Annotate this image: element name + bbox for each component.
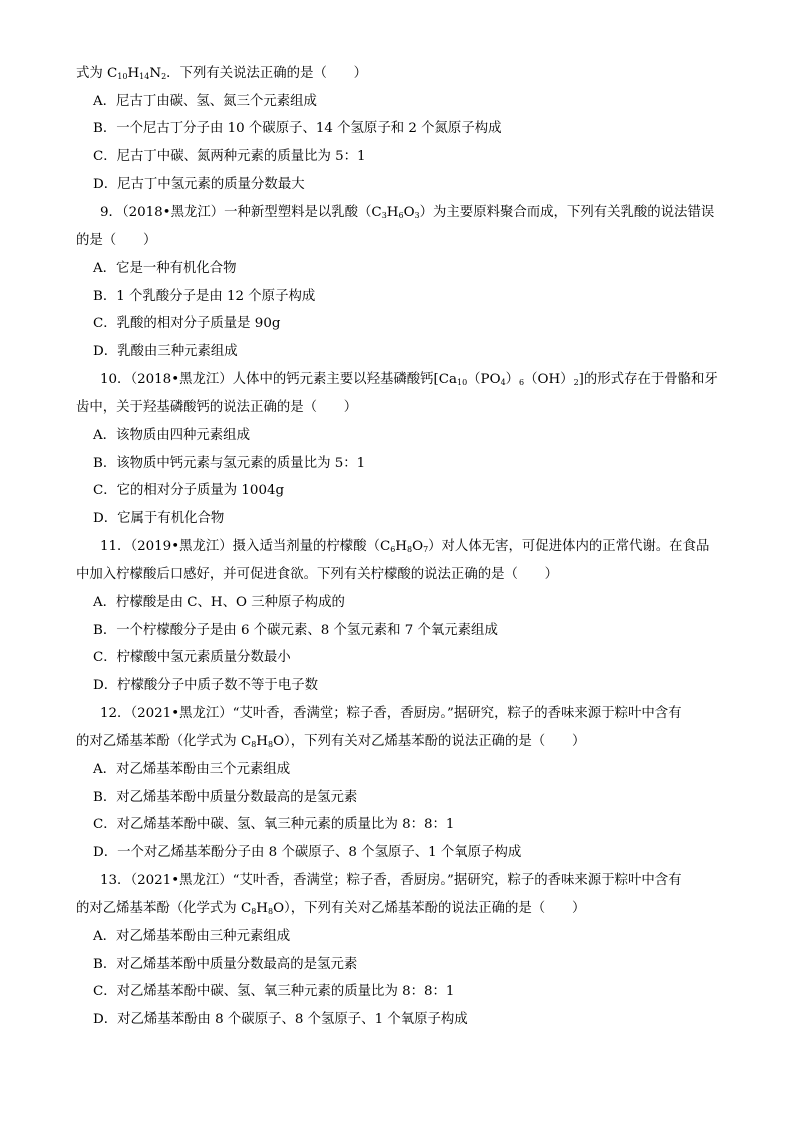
text-segment: （OH） <box>524 372 574 387</box>
text-segment: 式为 C <box>76 66 118 81</box>
question-text-line <box>100 200 714 226</box>
subscript: 8 <box>267 907 274 916</box>
text-segment: H <box>256 734 268 749</box>
question-text-line <box>76 61 367 87</box>
text-segment: 13．（2021•黑龙江）“艾叶香，香满堂；粽子香，香厨房。”据研究，粽子的香味来源于粽叶中含有 <box>100 873 682 888</box>
text-segment: 的对乙烯基苯酚（化学式为 C <box>76 901 252 916</box>
subscript: 10 <box>117 72 128 81</box>
subscript: 10 <box>456 378 468 387</box>
text-segment: C．对乙烯基苯酚中碳、氢、氧三种元素的质量比为 8：8：1 <box>93 984 455 999</box>
text-segment: ）为主要原料聚合而成，下列有关乳酸的说法错误 <box>419 205 715 220</box>
text-segment: O），下列有关对乙烯基苯酚的说法正确的是（ ） <box>273 901 586 916</box>
text-segment: B．该物质中钙元素与氢元素的质量比为 5：1 <box>93 456 366 471</box>
question-text-line <box>76 562 558 588</box>
answer-option-line <box>93 673 318 699</box>
text-segment: D．一个对乙烯基苯酚分子由 8 个碳原子、8 个氢原子、1 个氧原子构成 <box>93 845 522 860</box>
subscript: 8 <box>267 740 274 749</box>
subscript: 2 <box>161 72 167 81</box>
text-segment: 12．（2021•黑龙江）“艾叶香，香满堂；粽子香，香厨房。”据研究，粽子的香味来源于粽叶中含有 <box>100 706 682 721</box>
answer-option-line <box>93 144 366 170</box>
answer-option-line <box>93 506 224 532</box>
text-segment: C．尼古丁中碳、氮两种元素的质量比为 5：1 <box>93 149 366 164</box>
text-segment: N <box>149 66 162 81</box>
answer-option-line <box>93 89 317 115</box>
text-segment: C．乳酸的相对分子质量是 90g <box>93 316 281 331</box>
text-segment: O），下列有关对乙烯基苯酚的说法正确的是（ ） <box>273 734 586 749</box>
answer-option-line <box>93 256 237 282</box>
subscript: 6 <box>398 211 404 220</box>
question-text-line <box>76 896 585 922</box>
text-segment: A．它是一种有机化合物 <box>93 261 237 276</box>
text-segment: O <box>412 539 424 554</box>
answer-option-line <box>93 924 290 950</box>
text-segment: B．一个柠檬酸分子是由 6 个碳元素、8 个氢元素和 7 个氧元素组成 <box>93 623 498 638</box>
text-segment: C．对乙烯基苯酚中碳、氢、氧三种元素的质量比为 8：8：1 <box>93 817 455 832</box>
text-segment: B．一个尼古丁分子由 10 个碳原子、14 个氢原子和 2 个氮原子构成 <box>93 121 502 136</box>
subscript: 4 <box>500 378 506 387</box>
answer-option-line <box>93 451 365 477</box>
answer-option-line <box>93 478 284 504</box>
question-text-line <box>100 534 709 560</box>
subscript: 3 <box>414 211 420 220</box>
text-segment: 9．（2018•黑龙江）一种新型塑料是以乳酸（C <box>100 205 382 220</box>
text-segment: H <box>395 539 407 554</box>
question-text-line <box>100 367 718 393</box>
answer-option-line <box>93 116 501 142</box>
text-segment: A．柠檬酸是由 C、H、O 三种原子构成的 <box>93 595 345 610</box>
answer-option-line <box>93 423 250 449</box>
text-segment: B．1 个乳酸分子是由 12 个原子构成 <box>93 289 316 304</box>
text-segment: O <box>403 205 415 220</box>
text-segment: H <box>386 205 399 220</box>
answer-option-line <box>93 172 305 198</box>
text-segment: ．下列有关说法正确的是（ ） <box>166 66 368 81</box>
subscript: 3 <box>381 211 387 220</box>
answer-option-line <box>93 618 498 644</box>
text-segment: B．对乙烯基苯酚中质量分数最高的是氢元素 <box>93 957 358 972</box>
answer-option-line <box>93 840 521 866</box>
answer-option-line <box>93 785 357 811</box>
answer-option-line <box>93 590 345 616</box>
text-segment: D．对乙烯基苯酚由 8 个碳原子、8 个氢原子、1 个氧原子构成 <box>93 1012 468 1027</box>
question-text-line <box>76 729 585 755</box>
answer-option-line <box>93 284 315 310</box>
text-segment: D．它属于有机化合物 <box>93 511 225 526</box>
text-segment: D．尼古丁中氢元素的质量分数最大 <box>93 177 305 192</box>
text-segment: 11．（2019•黑龙江）摄入适当剂量的柠檬酸（C <box>100 539 391 554</box>
answer-option-line <box>93 757 290 783</box>
text-segment: ）对人体无害，可促进体内的正常代谢。在食品 <box>428 539 710 554</box>
text-segment: 的对乙烯基苯酚（化学式为 C <box>76 734 252 749</box>
text-segment: H <box>127 66 140 81</box>
text-segment: D．柠檬酸分子中质子数不等于电子数 <box>93 678 318 693</box>
text-segment: A．对乙烯基苯酚由三种元素组成 <box>93 929 291 944</box>
subscript: 8 <box>251 740 257 749</box>
text-segment: C．柠檬酸中氢元素质量分数最小 <box>93 650 291 665</box>
text-segment: ]的形式存在于骨骼和牙 <box>578 372 718 387</box>
text-segment: A．对乙烯基苯酚由三个元素组成 <box>93 762 291 777</box>
text-segment: 齿中，关于羟基磷酸钙的说法正确的是（ ） <box>76 400 358 415</box>
text-segment: 中加入柠檬酸后口感好，并可促进食欲。下列有关柠檬酸的说法正确的是（ ） <box>76 567 559 582</box>
question-text-line <box>76 228 156 254</box>
question-text-line <box>100 868 682 894</box>
subscript: 8 <box>406 545 413 554</box>
answer-option-line <box>93 812 454 838</box>
question-text-line <box>100 701 682 727</box>
text-segment: C．它的相对分子质量为 1004g <box>93 483 285 498</box>
subscript: 6 <box>519 378 525 387</box>
subscript: 2 <box>573 378 579 387</box>
answer-option-line <box>93 339 238 365</box>
answer-option-line <box>93 1007 468 1033</box>
answer-option-line <box>93 952 357 978</box>
text-segment: 10．（2018•黑龙江）人体中的钙元素主要以羟基磷酸钙[Ca <box>100 372 457 387</box>
subscript: 6 <box>390 545 396 554</box>
answer-option-line <box>93 645 291 671</box>
text-segment: H <box>256 901 268 916</box>
text-segment: （PO <box>467 372 501 387</box>
text-segment: A．该物质由四种元素组成 <box>93 428 250 443</box>
text-segment: ） <box>505 372 520 387</box>
answer-option-line <box>93 311 280 337</box>
subscript: 7 <box>423 545 429 554</box>
subscript: 8 <box>251 907 257 916</box>
text-segment: D．乳酸由三种元素组成 <box>93 344 238 359</box>
question-text-line <box>76 395 357 421</box>
text-segment: B．对乙烯基苯酚中质量分数最高的是氢元素 <box>93 790 358 805</box>
answer-option-line <box>93 979 454 1005</box>
text-segment: 的是（ ） <box>76 233 157 248</box>
text-segment: A．尼古丁由碳、氢、氮三个元素组成 <box>93 94 317 109</box>
subscript: 14 <box>139 72 150 81</box>
